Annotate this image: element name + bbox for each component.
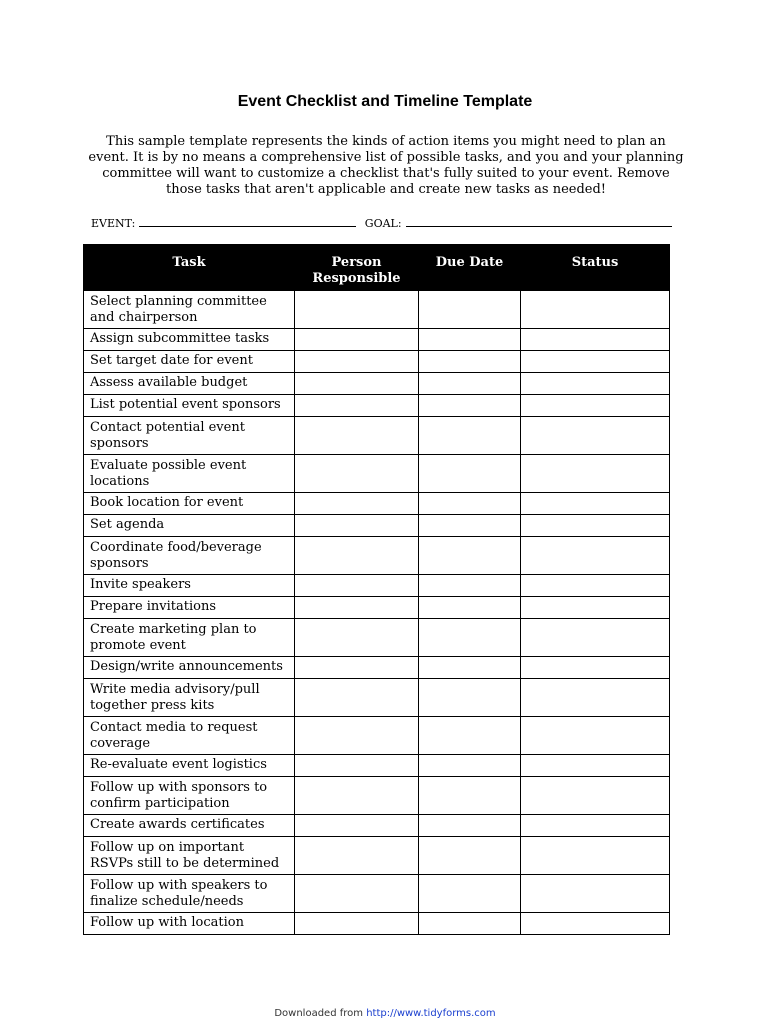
status-cell[interactable] <box>521 373 670 395</box>
person-responsible-cell[interactable] <box>295 291 419 329</box>
task-cell: Set target date for event <box>84 351 295 373</box>
task-cell: Write media advisory/pull together press kits <box>84 679 295 717</box>
person-responsible-cell[interactable] <box>295 395 419 417</box>
table-row <box>84 493 670 515</box>
task-cell: Coordinate food/beverage sponsors <box>84 537 295 575</box>
table-row <box>84 395 670 417</box>
intro-paragraph: This sample template represents the kinds of action items you might need to plan an event. It is by no means a comprehensive list of possible tasks, and you and your planning committee will want to customize a checklist that's fully suited to your event. Remove those tasks that aren't applicable and create new tasks as needed! <box>88 134 684 197</box>
table-row <box>84 515 670 537</box>
due-date-cell[interactable] <box>419 777 521 815</box>
task-cell: Contact potential event sponsors <box>84 417 295 455</box>
table-row <box>84 657 670 679</box>
status-cell[interactable] <box>521 837 670 875</box>
due-date-cell[interactable] <box>419 291 521 329</box>
table-row <box>84 815 670 837</box>
due-date-cell[interactable] <box>419 837 521 875</box>
table-row <box>84 351 670 373</box>
header-person-responsible: Person Responsible <box>295 245 419 291</box>
task-cell: Follow up with sponsors to confirm participation <box>84 777 295 815</box>
event-goal-fields <box>91 215 671 232</box>
checklist-table <box>83 244 670 935</box>
table-row <box>84 777 670 815</box>
table-row <box>84 913 670 935</box>
due-date-cell[interactable] <box>419 717 521 755</box>
person-responsible-cell[interactable] <box>295 619 419 657</box>
goal-label: GOAL: <box>364 217 402 230</box>
status-cell[interactable] <box>521 537 670 575</box>
due-date-cell[interactable] <box>419 875 521 913</box>
table-row <box>84 755 670 777</box>
task-cell: Create marketing plan to promote event <box>84 619 295 657</box>
due-date-cell[interactable] <box>419 373 521 395</box>
person-responsible-cell[interactable] <box>295 777 419 815</box>
due-date-cell[interactable] <box>419 395 521 417</box>
person-responsible-cell[interactable] <box>295 515 419 537</box>
table-row <box>84 575 670 597</box>
status-cell[interactable] <box>521 575 670 597</box>
table-row <box>84 837 670 875</box>
person-responsible-cell[interactable] <box>295 329 419 351</box>
person-responsible-cell[interactable] <box>295 351 419 373</box>
person-responsible-cell[interactable] <box>295 875 419 913</box>
person-responsible-cell[interactable] <box>295 717 419 755</box>
status-cell[interactable] <box>521 657 670 679</box>
status-cell[interactable] <box>521 597 670 619</box>
task-cell: Assign subcommittee tasks <box>84 329 295 351</box>
due-date-cell[interactable] <box>419 597 521 619</box>
status-cell[interactable] <box>521 679 670 717</box>
task-cell: Follow up with speakers to finalize schedule/needs <box>84 875 295 913</box>
event-field[interactable] <box>139 215 356 227</box>
due-date-cell[interactable] <box>419 755 521 777</box>
task-cell: Select planning committee and chairperson <box>84 291 295 329</box>
due-date-cell[interactable] <box>419 575 521 597</box>
task-cell: Set agenda <box>84 515 295 537</box>
table-row <box>84 875 670 913</box>
due-date-cell[interactable] <box>419 619 521 657</box>
status-cell[interactable] <box>521 619 670 657</box>
status-cell[interactable] <box>521 291 670 329</box>
table-row <box>84 455 670 493</box>
header-due-date: Due Date <box>419 245 521 291</box>
person-responsible-cell[interactable] <box>295 657 419 679</box>
task-cell: Evaluate possible event locations <box>84 455 295 493</box>
person-responsible-cell[interactable] <box>295 815 419 837</box>
person-responsible-cell[interactable] <box>295 417 419 455</box>
checklist-body <box>84 291 670 935</box>
due-date-cell[interactable] <box>419 455 521 493</box>
status-cell[interactable] <box>521 395 670 417</box>
table-row <box>84 373 670 395</box>
status-cell[interactable] <box>521 875 670 913</box>
task-cell: Assess available budget <box>84 373 295 395</box>
person-responsible-cell[interactable] <box>295 373 419 395</box>
task-cell: List potential event sponsors <box>84 395 295 417</box>
person-responsible-cell[interactable] <box>295 537 419 575</box>
status-cell[interactable] <box>521 417 670 455</box>
status-cell[interactable] <box>521 351 670 373</box>
table-row <box>84 329 670 351</box>
task-cell: Design/write announcements <box>84 657 295 679</box>
task-cell: Prepare invitations <box>84 597 295 619</box>
table-row <box>84 597 670 619</box>
person-responsible-cell[interactable] <box>295 755 419 777</box>
table-row <box>84 619 670 657</box>
due-date-cell[interactable] <box>419 657 521 679</box>
status-cell[interactable] <box>521 329 670 351</box>
person-responsible-cell[interactable] <box>295 837 419 875</box>
due-date-cell[interactable] <box>419 351 521 373</box>
person-responsible-cell[interactable] <box>295 913 419 935</box>
person-responsible-cell[interactable] <box>295 575 419 597</box>
task-cell: Follow up on important RSVPs still to be determined <box>84 837 295 875</box>
due-date-cell[interactable] <box>419 679 521 717</box>
page-title: Event Checklist and Timeline Template <box>237 93 533 110</box>
due-date-cell[interactable] <box>419 417 521 455</box>
goal-field[interactable] <box>406 215 672 227</box>
footer <box>0 1008 770 1019</box>
task-cell: Book location for event <box>84 493 295 515</box>
status-cell[interactable] <box>521 913 670 935</box>
table-row <box>84 717 670 755</box>
due-date-cell[interactable] <box>419 537 521 575</box>
task-cell: Invite speakers <box>84 575 295 597</box>
table-row <box>84 291 670 329</box>
table-header-row <box>84 245 670 291</box>
table-row <box>84 537 670 575</box>
status-cell[interactable] <box>521 755 670 777</box>
status-cell[interactable] <box>521 777 670 815</box>
task-cell: Re-evaluate event logistics <box>84 755 295 777</box>
footer-prefix: Downloaded from <box>274 1008 367 1019</box>
person-responsible-cell[interactable] <box>295 597 419 619</box>
task-cell: Contact media to request coverage <box>84 717 295 755</box>
due-date-cell[interactable] <box>419 815 521 837</box>
status-cell[interactable] <box>521 493 670 515</box>
task-cell: Follow up with location <box>84 913 295 935</box>
header-status: Status <box>521 245 670 291</box>
due-date-cell[interactable] <box>419 329 521 351</box>
due-date-cell[interactable] <box>419 515 521 537</box>
status-cell[interactable] <box>521 717 670 755</box>
status-cell[interactable] <box>521 515 670 537</box>
table-row <box>84 679 670 717</box>
person-responsible-cell[interactable] <box>295 493 419 515</box>
person-responsible-cell[interactable] <box>295 455 419 493</box>
footer-link[interactable]: http://www.tidyforms.com <box>366 1008 496 1019</box>
person-responsible-cell[interactable] <box>295 679 419 717</box>
status-cell[interactable] <box>521 455 670 493</box>
status-cell[interactable] <box>521 815 670 837</box>
table-row <box>84 417 670 455</box>
event-label: EVENT: <box>91 217 136 230</box>
due-date-cell[interactable] <box>419 913 521 935</box>
task-cell: Create awards certificates <box>84 815 295 837</box>
due-date-cell[interactable] <box>419 493 521 515</box>
header-task: Task <box>84 245 295 291</box>
